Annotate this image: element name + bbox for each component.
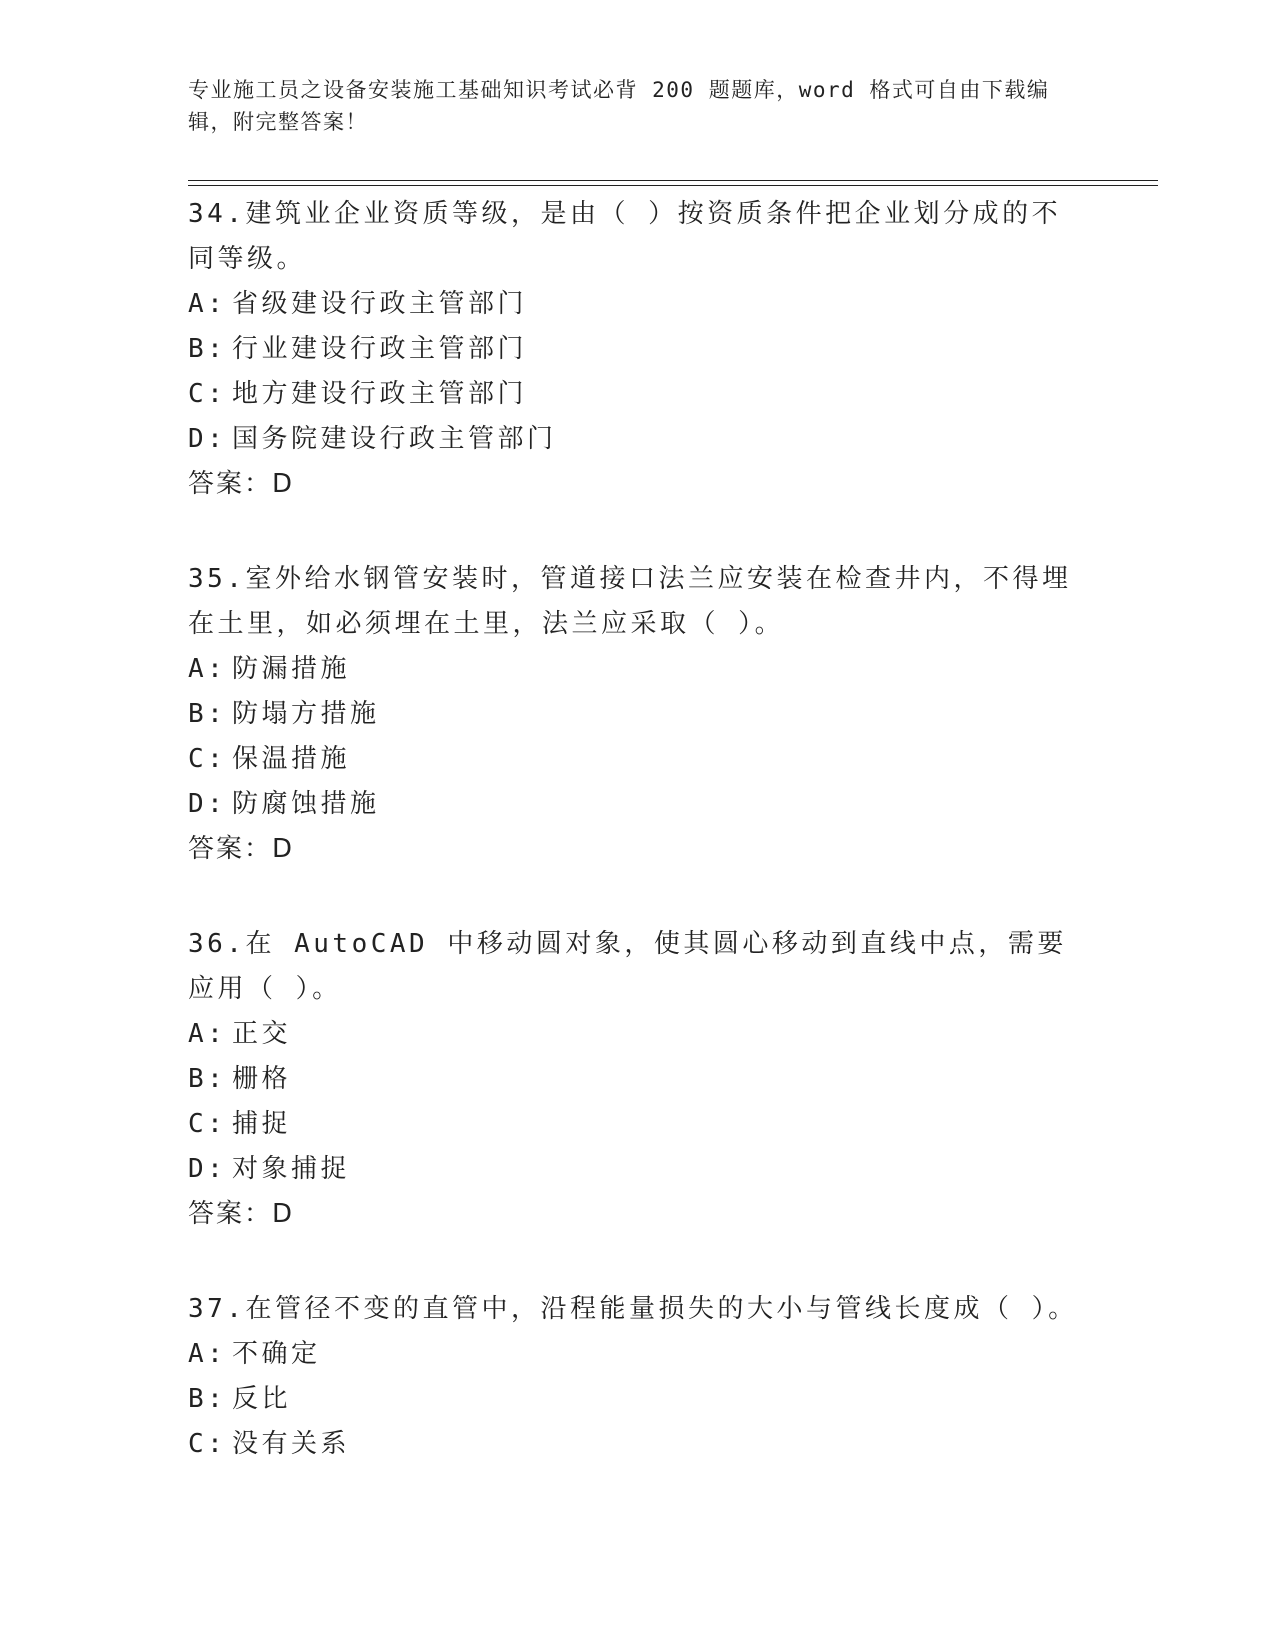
option-letter: A: [188, 289, 227, 319]
option-text: 不确定 [232, 1339, 321, 1369]
option-d [188, 782, 1088, 827]
option-b [188, 1057, 1088, 1102]
header-divider-top [188, 180, 1158, 181]
option-text: 栅格 [232, 1064, 292, 1094]
option-d [188, 417, 1088, 462]
option-letter: D: [188, 1154, 227, 1184]
option-text: 防腐蚀措施 [232, 789, 380, 819]
question-stem: 35.室外给水钢管安装时，管道接口法兰应安装在检查井内，不得埋在土里，如必须埋在土里，法兰应采取（ ）。 [188, 564, 1072, 639]
option-letter: B: [188, 334, 227, 364]
option-text: 捕捉 [232, 1109, 292, 1139]
option-letter: D: [188, 424, 227, 454]
option-letter: D: [188, 789, 227, 819]
option-b [188, 327, 1088, 372]
question-35 [188, 557, 1088, 872]
option-text: 地方建设行政主管部门 [232, 379, 528, 409]
option-letter: B: [188, 1064, 227, 1094]
question-stem: 37.在管径不变的直管中，沿程能量损失的大小与管线长度成（ ）。 [188, 1294, 1078, 1324]
option-c [188, 1422, 1088, 1467]
option-letter: C: [188, 379, 227, 409]
option-letter: A: [188, 654, 227, 684]
option-text: 反比 [232, 1384, 292, 1414]
option-c [188, 737, 1088, 782]
option-a [188, 282, 1088, 327]
option-b [188, 692, 1088, 737]
option-b [188, 1377, 1088, 1422]
option-c [188, 372, 1088, 417]
option-text: 正交 [232, 1019, 292, 1049]
option-text: 行业建设行政主管部门 [232, 334, 528, 364]
question-stem: 36.在 AutoCAD 中移动圆对象，使其圆心移动到直线中点，需要应用（ ）。 [188, 929, 1067, 1004]
question-37 [188, 1287, 1088, 1467]
option-text: 防塌方措施 [232, 699, 380, 729]
option-letter: A: [188, 1339, 227, 1369]
option-text: 防漏措施 [232, 654, 351, 684]
header-divider-bottom [188, 185, 1158, 186]
option-letter: C: [188, 744, 227, 774]
option-letter: A: [188, 1019, 227, 1049]
question-stem: 34.建筑业企业资质等级，是由（ ）按资质条件把企业划分成的不同等级。 [188, 199, 1062, 274]
option-text: 国务院建设行政主管部门 [232, 424, 557, 454]
option-text: 省级建设行政主管部门 [232, 289, 528, 319]
option-d [188, 1147, 1088, 1192]
option-c [188, 1102, 1088, 1147]
option-text: 对象捕捉 [232, 1154, 351, 1184]
question-36 [188, 922, 1088, 1237]
answer-line: 答案：D [188, 1199, 295, 1229]
option-text: 没有关系 [232, 1429, 351, 1459]
option-a [188, 647, 1088, 692]
option-letter: C: [188, 1109, 227, 1139]
option-letter: B: [188, 1384, 227, 1414]
document-header: 专业施工员之设备安装施工基础知识考试必背 200 题题库，word 格式可自由下载编辑，附完整答案！ [188, 78, 1050, 134]
option-letter: B: [188, 699, 227, 729]
option-a [188, 1332, 1088, 1377]
question-34 [188, 192, 1088, 507]
option-a [188, 1012, 1088, 1057]
option-text: 保温措施 [232, 744, 351, 774]
answer-line: 答案：D [188, 469, 295, 499]
question-list [188, 192, 1088, 1517]
option-letter: C: [188, 1429, 227, 1459]
answer-line: 答案：D [188, 834, 295, 864]
